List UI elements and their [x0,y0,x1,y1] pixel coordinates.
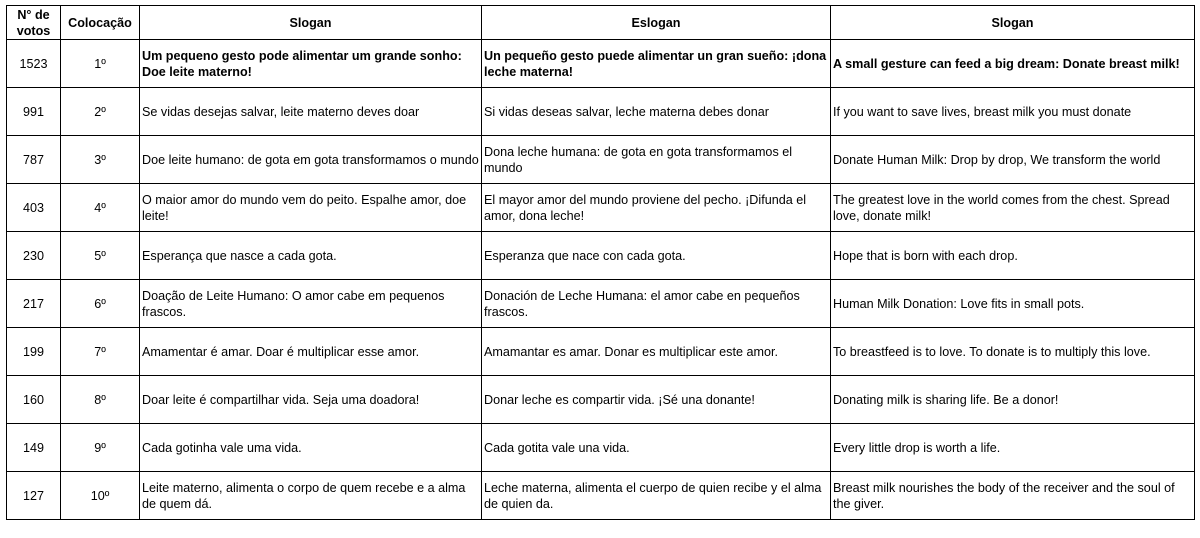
slogan-es-cell: Leche materna, alimenta el cuerpo de quien recibe y el alma de quien da. [482,472,831,520]
slogan-es-cell: Donar leche es compartir vida. ¡Sé una donante! [482,376,831,424]
votes-cell: 1523 [7,40,61,88]
slogan-en-cell: Breast milk nourishes the body of the receiver and the soul of the giver. [831,472,1195,520]
slogan-pt-cell: Leite materno, alimenta o corpo de quem recebe e a alma de quem dá. [140,472,482,520]
slogan-en-cell: Donate Human Milk: Drop by drop, We transform the world [831,136,1195,184]
votes-cell: 403 [7,184,61,232]
slogan-ranking-table [6,5,1195,520]
table-row [7,472,1195,520]
votes-cell: 149 [7,424,61,472]
slogan-en-cell: If you want to save lives, breast milk you must donate [831,88,1195,136]
slogan-en-cell: Human Milk Donation: Love fits in small pots. [831,280,1195,328]
slogan-pt-cell: Doação de Leite Humano: O amor cabe em pequenos frascos. [140,280,482,328]
slogan-es-cell: Un pequeño gesto puede alimentar un gran sueño: ¡dona leche materna! [482,40,831,88]
table-row [7,280,1195,328]
table-row [7,40,1195,88]
votes-cell: 230 [7,232,61,280]
votes-cell: 127 [7,472,61,520]
slogan-en-cell: Donating milk is sharing life. Be a donor! [831,376,1195,424]
table-row [7,184,1195,232]
placement-cell: 3º [61,136,140,184]
header-slogan-es: Eslogan [482,6,831,40]
table-row [7,232,1195,280]
votes-cell: 217 [7,280,61,328]
slogan-table-container [6,5,1195,520]
slogan-es-cell: Si vidas deseas salvar, leche materna debes donar [482,88,831,136]
header-placement: Colocação [61,6,140,40]
slogan-pt-cell: Amamentar é amar. Doar é multiplicar esse amor. [140,328,482,376]
table-row [7,328,1195,376]
placement-cell: 8º [61,376,140,424]
slogan-es-cell: Cada gotita vale una vida. [482,424,831,472]
votes-cell: 991 [7,88,61,136]
header-votes: N° de votos [7,6,61,40]
slogan-pt-cell: Doar leite é compartilhar vida. Seja uma doadora! [140,376,482,424]
placement-cell: 9º [61,424,140,472]
slogan-en-cell: Every little drop is worth a life. [831,424,1195,472]
placement-cell: 10º [61,472,140,520]
header-slogan-pt: Slogan [140,6,482,40]
table-row [7,136,1195,184]
placement-cell: 7º [61,328,140,376]
slogan-es-cell: Esperanza que nace con cada gota. [482,232,831,280]
slogan-es-cell: Donación de Leche Humana: el amor cabe en pequeños frascos. [482,280,831,328]
slogan-en-cell: To breastfeed is to love. To donate is to multiply this love. [831,328,1195,376]
header-slogan-en: Slogan [831,6,1195,40]
placement-cell: 6º [61,280,140,328]
slogan-pt-cell: Cada gotinha vale uma vida. [140,424,482,472]
placement-cell: 1º [61,40,140,88]
table-header-row [7,6,1195,40]
placement-cell: 4º [61,184,140,232]
slogan-pt-cell: Doe leite humano: de gota em gota transformamos o mundo [140,136,482,184]
slogan-pt-cell: O maior amor do mundo vem do peito. Espalhe amor, doe leite! [140,184,482,232]
table-row [7,376,1195,424]
votes-cell: 160 [7,376,61,424]
slogan-en-cell: A small gesture can feed a big dream: Donate breast milk! [831,40,1195,88]
slogan-pt-cell: Esperança que nasce a cada gota. [140,232,482,280]
slogan-pt-cell: Se vidas desejas salvar, leite materno deves doar [140,88,482,136]
placement-cell: 2º [61,88,140,136]
slogan-es-cell: Dona leche humana: de gota en gota transformamos el mundo [482,136,831,184]
votes-cell: 199 [7,328,61,376]
table-row [7,88,1195,136]
slogan-en-cell: The greatest love in the world comes from the chest. Spread love, donate milk! [831,184,1195,232]
slogan-pt-cell: Um pequeno gesto pode alimentar um grande sonho: Doe leite materno! [140,40,482,88]
slogan-es-cell: El mayor amor del mundo proviene del pecho. ¡Difunda el amor, dona leche! [482,184,831,232]
placement-cell: 5º [61,232,140,280]
slogan-es-cell: Amamantar es amar. Donar es multiplicar este amor. [482,328,831,376]
table-row [7,424,1195,472]
votes-cell: 787 [7,136,61,184]
slogan-en-cell: Hope that is born with each drop. [831,232,1195,280]
